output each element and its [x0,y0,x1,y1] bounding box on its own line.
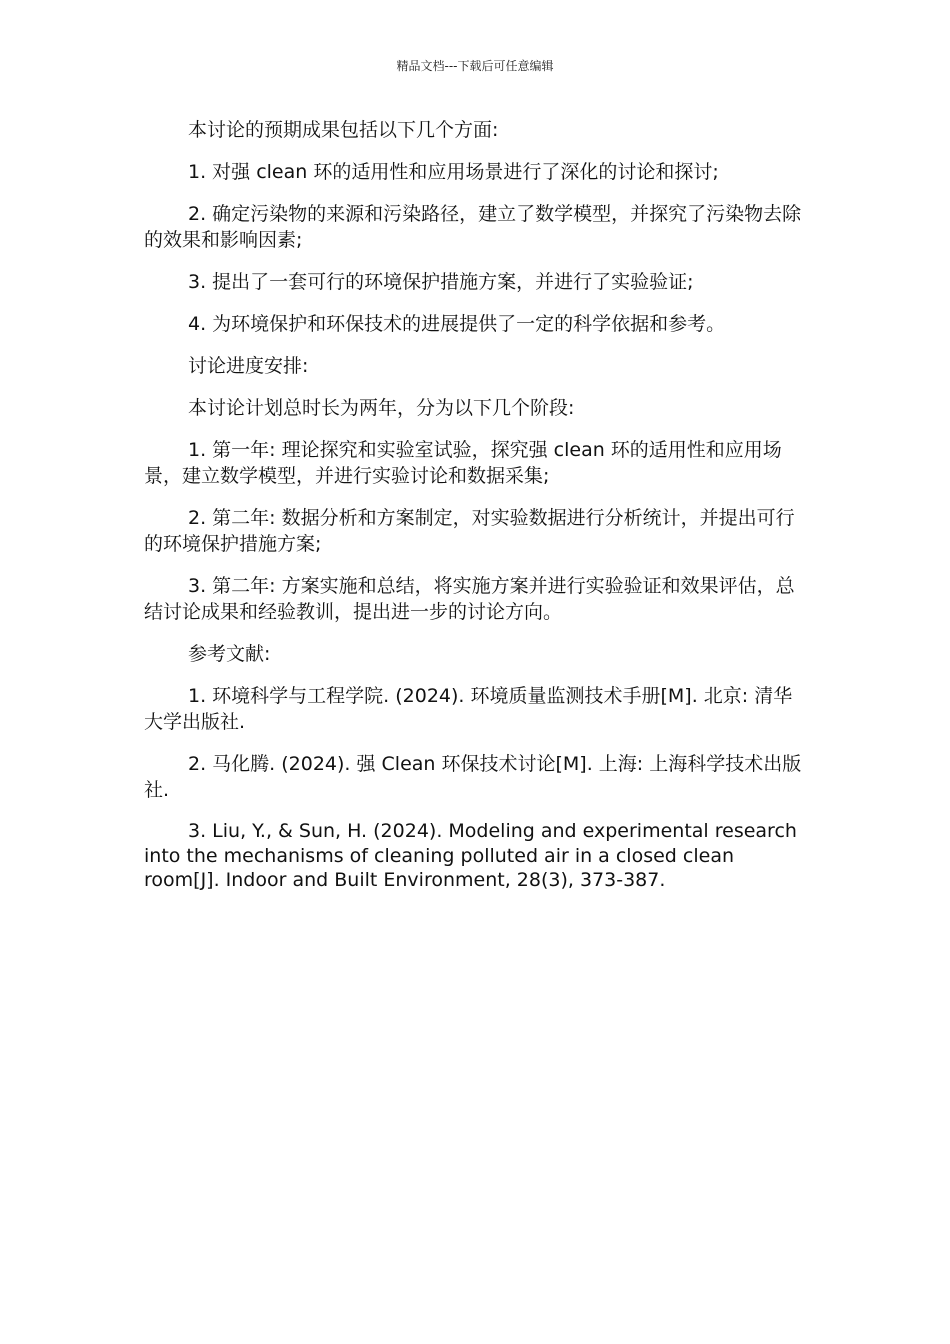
schedule-heading: 讨论进度安排: [188,355,309,377]
result-item-2: 2. 确定污染物的来源和污染路径，建立了数学模型，并探究了污染物去除的效果和影响因素; [144,203,802,251]
page-header: 精品文档---下载后可任意编辑 [396,59,554,73]
schedule-intro: 本讨论计划总时长为两年，分为以下几个阶段: [188,397,575,419]
result-item-4: 4. 为环境保护和环保技术的进展提供了一定的科学依据和参考。 [188,313,726,335]
reference-item-3: 3. Liu, Y., & Sun, H. (2024). Modeling and experimental research into the mechanisms of cleaning polluted air in a closed clean room[J]. Indoor and Built Environment, 28(3), 373-387. [144,820,797,891]
schedule-stage-1: 1. 第一年: 理论探究和实验室试验，探究强 clean 环的适用性和应用场景，建立数学模型，并进行实验讨论和数据采集; [144,439,782,487]
result-item-1: 1. 对强 clean 环的适用性和应用场景进行了深化的讨论和探讨; [188,161,719,183]
expected-results-intro: 本讨论的预期成果包括以下几个方面: [188,119,499,141]
result-item-3: 3. 提出了一套可行的环境保护措施方案，并进行了实验验证; [188,271,694,293]
document-body [144,117,806,909]
reference-item-1: 1. 环境科学与工程学院. (2024). 环境质量监测技术手册[M]. 北京: 清华大学出版社. [144,685,793,733]
references-heading: 参考文献: [188,643,271,665]
reference-item-2: 2. 马化腾. (2024). 强 Clean 环保技术讨论[M]. 上海: 上海科学技术出版社. [144,753,802,801]
schedule-stage-3: 3. 第二年: 方案实施和总结，将实施方案并进行实验验证和效果评估，总结讨论成果和经验教训，提出进一步的讨论方向。 [144,575,795,623]
schedule-stage-2: 2. 第二年: 数据分析和方案制定，对实验数据进行分析统计，并提出可行的环境保护措施方案; [144,507,795,555]
